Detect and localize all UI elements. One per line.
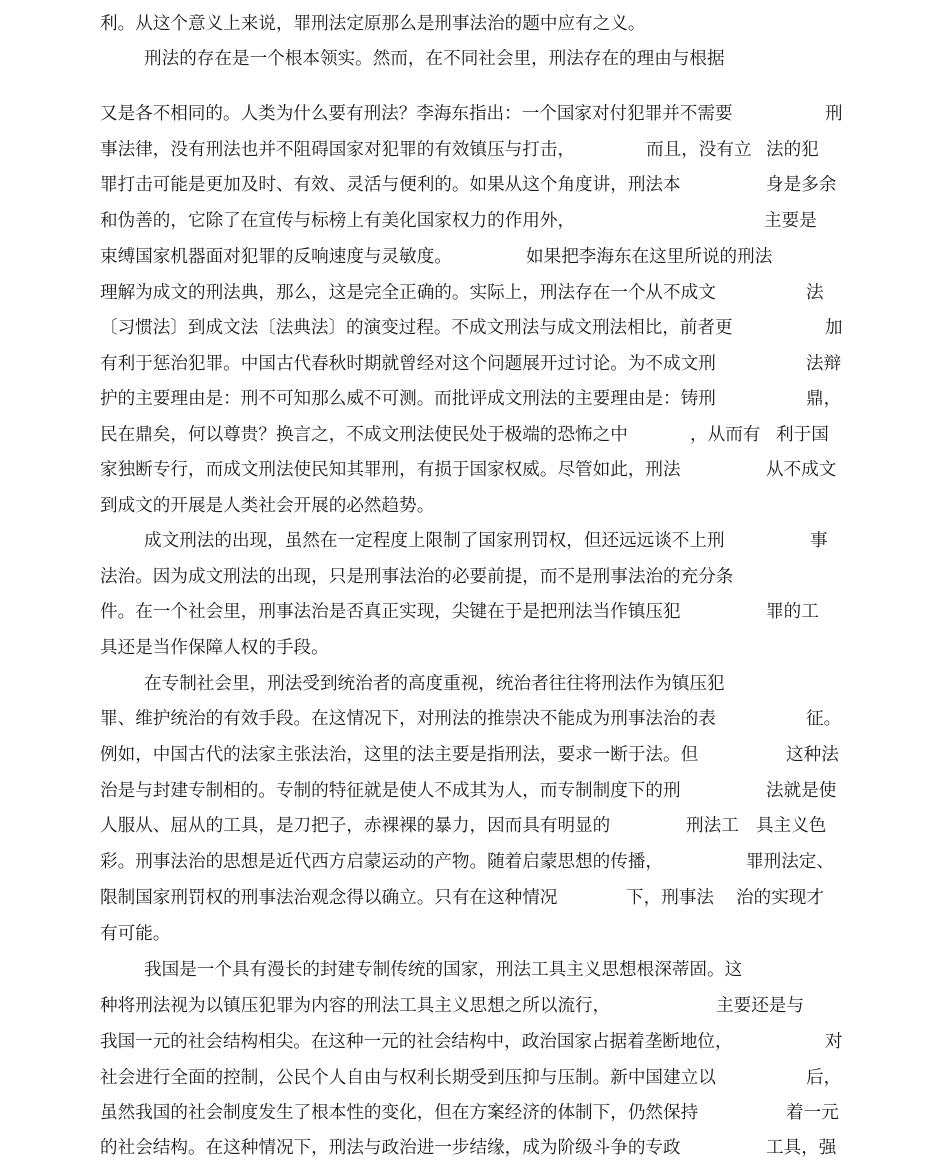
text-segment: 鼎， [806,389,842,409]
text-segment: 在专制社会里，刑法受到统治者的高度重视，统治者往往将刑法作为镇压犯 [144,674,725,694]
text-segment: 护的主要理由是：刑不可知那么威不可测。而批评成文刑法的主要理由是：铸刑 [100,389,716,409]
text-segment: 刑法工 [686,816,739,836]
text-segment: 这种法 [786,745,839,765]
text-segment: 身是多余 [766,175,837,195]
text-segment: 刑 [825,104,843,124]
text-segment: 例如，中国古代的法家主张法治，这里的法主要是指刑法，要求一断于法。但 [100,745,699,765]
text-segment: 虽然我国的社会制度发生了根本性的变化，但在方案经济的体制下，仍然保持 [100,1103,699,1123]
text-segment: 限制国家刑罚权的刑事法治观念得以确立。只有在这种情况 [100,888,558,908]
text-segment: 法的犯 [766,140,819,160]
text-segment: 彩。刑事法治的思想是近代西方启蒙运动的产物。随着启蒙思想的传播， [100,852,664,872]
text-segment: 到成文的开展是人类社会开展的必然趋势。 [100,496,435,516]
text-segment: 利于国 [776,425,829,445]
text-segment: 有利于惩治犯罪。中国古代春秋时期就曾经对这个问题展开过讨论。为不成文刑 [100,354,716,374]
text-segment: 主要是 [764,211,817,231]
text-segment: 对 [825,1032,843,1052]
text-segment: 事法律，没有刑法也并不阻碍国家对犯罪的有效镇压与打击， [100,140,576,160]
text-segment: 利。从这个意义上来说，罪刑法定原那么是刑事法治的题中应有之义。 [100,14,646,34]
text-segment: 的社会结构。在这种情况下，刑法与政治进一步结缘，成为阶级斗争的专政 [100,1138,681,1158]
text-segment: 刑法的存在是一个根本领实。然而，在不同社会里，刑法存在的理由与根据 [144,49,725,69]
text-segment: 法治。因为成文刑法的出现，只是刑事法治的必要前提，而不是刑事法治的充分条 [100,567,734,587]
text-segment: 件。在一个社会里，刑事法治是否真正实现，尖键在于是把刑法当作镇压犯 [100,602,681,622]
text-segment: 具主义色 [756,816,827,836]
text-segment: 征。 [806,709,842,729]
text-segment: 法辩 [806,354,842,374]
text-segment: 有可能。 [100,924,171,944]
text-segment: 民在鼎矣，何以尊贵？换言之，不成文刑法使民处于极端的恐怖之中 [100,425,628,445]
text-segment: 工具，强 [766,1138,837,1158]
text-segment: 具还是当作保障人权的手段。 [100,638,329,658]
text-segment: 加 [825,318,843,338]
text-segment: 我国是一个具有漫长的封建专制传统的国家，刑法工具主义思想根深蒂固。这 [144,960,743,980]
text-segment: 罪打击可能是更加及时、有效、灵活与便利的。如果从这个角度讲，刑法本 [100,175,681,195]
text-segment: 后， [806,1068,842,1088]
text-segment: 罪、维护统治的有效手段。在这情况下，对刑法的推崇决不能成为刑事法治的表 [100,709,716,729]
text-segment: 而且，没有立 [646,140,752,160]
text-segment: 法就是使 [766,781,837,801]
text-segment: 家独断专行，而成文刑法使民知其罪刑，有损于国家权威。尽管如此，刑法 [100,460,681,480]
text-segment: 种将刑法视为以镇压犯罪为内容的刑法工具主义思想之所以流行， [100,996,611,1016]
text-segment: 主要还是与 [716,996,804,1016]
text-segment: 治的实现才 [736,888,824,908]
text-segment: 下，刑事法 [626,888,714,908]
text-segment: 束缚国家机器面对犯罪的反响速度与灵敏度。 [100,247,452,267]
text-segment: 又是各不相同的。人类为什么要有刑法？李海东指出：一个国家对付犯罪并不需要 [100,104,733,124]
text-segment: 事 [810,531,828,551]
text-segment: 社会进行全面的控制，公民个人自由与权利长期受到压抑与压制。新中国建立以 [100,1068,716,1088]
text-segment: 罪刑法定、 [746,852,834,872]
text-segment: 法 [806,283,824,303]
text-segment: 如果把李海东在这里所说的刑法 [526,247,773,267]
text-segment: 治是与封建专制相的。专制的特征就是使人不成其为人，而专制制度下的刑 [100,781,681,801]
text-segment: 人服从、屈从的工具，是刀把子，赤裸裸的暴力，因而具有明显的 [100,816,611,836]
text-segment: ，从而有 [690,425,761,445]
text-segment: 理解为成文的刑法典，那么，这是完全正确的。实际上，刑法存在一个从不成文 [100,283,716,303]
text-segment: 着一元 [786,1103,839,1123]
text-segment: 罪的工 [766,602,819,622]
text-segment: 从不成文 [766,460,837,480]
text-segment: 〔习惯法〕到成文法〔法典法〕的演变过程。不成文刑法与成文刑法相比，前者更 [100,318,733,338]
text-segment: 和伪善的，它除了在宣传与标榜上有美化国家权力的作用外， [100,211,576,231]
text-segment: 我国一元的社会结构相尖。在这种一元的社会结构中，政治国家占据着垄断地位， [100,1032,733,1052]
text-segment: 成文刑法的出现，虽然在一定程度上限制了国家刑罚权，但还远远谈不上刑 [144,531,725,551]
